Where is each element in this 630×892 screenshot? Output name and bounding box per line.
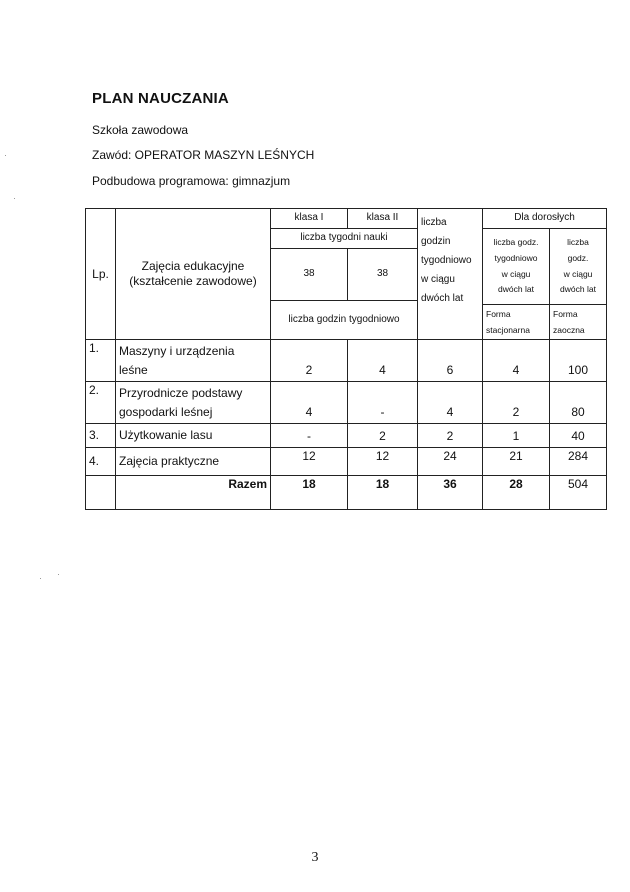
scan-speck: [5, 155, 6, 156]
row-subject: [116, 340, 271, 382]
adults-header: Dla dorosłych: [483, 209, 607, 229]
adults-stac-line1: liczba godz.: [493, 237, 539, 248]
two-year-line2: godzin: [421, 236, 451, 247]
adults-stac-line3: w ciągu: [501, 268, 531, 279]
program-basis: Podbudowa programowa: gimnazjum: [92, 174, 291, 188]
weeks-label: liczba tygodni nauki: [271, 229, 418, 249]
adults-zaoc-line2: godz.: [567, 252, 589, 263]
row-subject-line1: Przyrodnicze podstawy: [119, 385, 243, 400]
adults-stac-line2: tygodniowo: [494, 252, 538, 263]
row-lp: 3.: [86, 424, 116, 448]
row-subject: Użytkowanie lasu: [116, 424, 271, 448]
row-class2-hours: 4: [348, 340, 418, 382]
page-title: PLAN NAUCZANIA: [92, 90, 229, 107]
total-adults-stationary: 28: [483, 476, 550, 510]
row-class1-hours: 12: [271, 448, 348, 476]
form-extramural-header: [550, 305, 607, 340]
adults-zaoc-line1: liczba: [567, 237, 589, 248]
adults-stationary-hours-header: [483, 229, 550, 305]
two-year-line1: liczba: [421, 217, 447, 228]
curriculum-table: [85, 208, 607, 510]
row-two-year-hours: 24: [418, 448, 483, 476]
row-subject-line1: Maszyny i urządzenia: [119, 343, 235, 358]
hours-weekly-label: liczba godzin tygodniowo: [271, 301, 418, 340]
row-class2-hours: 12: [348, 448, 418, 476]
total-two-year: 36: [418, 476, 483, 510]
adults-zaoc-line3: w ciągu: [563, 268, 593, 279]
total-class1: 18: [271, 476, 348, 510]
form-stationary-header: [483, 305, 550, 340]
col-lp-header: Lp.: [86, 209, 116, 340]
form-zaoc-line1: Forma: [553, 309, 578, 319]
row-subject-line2: leśne: [119, 362, 148, 377]
weeks-class2: 38: [348, 249, 418, 301]
row-subject: [116, 382, 271, 424]
row-adults-stationary: 21: [483, 448, 550, 476]
row-adults-extramural: 40: [550, 424, 607, 448]
row-adults-stationary: 2: [483, 382, 550, 424]
table-row: [86, 340, 607, 382]
scan-speck: [58, 574, 59, 575]
row-lp: 1.: [86, 340, 116, 382]
row-adults-extramural: 284: [550, 448, 607, 476]
header-row: [86, 209, 607, 229]
total-row: [86, 476, 607, 510]
row-class1-hours: 4: [271, 382, 348, 424]
two-year-line4: w ciągu: [421, 274, 455, 285]
form-stac-line2: stacjonarna: [486, 325, 530, 336]
page-number: 3: [311, 850, 319, 865]
form-stac-line1: Forma: [486, 309, 511, 319]
row-lp: 2.: [86, 382, 116, 424]
row-adults-stationary: 1: [483, 424, 550, 448]
two-year-line3: tygodniowo: [421, 255, 472, 266]
subject-header-line1: Zajęcia edukacyjne: [141, 259, 245, 274]
row-adults-stationary: 4: [483, 340, 550, 382]
total-lp-empty: [86, 476, 116, 510]
total-label: Razem: [116, 476, 271, 510]
two-year-line5: dwóch lat: [421, 293, 464, 304]
row-subject-line2: gospodarki leśnej: [119, 404, 213, 419]
row-adults-extramural: 100: [550, 340, 607, 382]
table-row: [86, 382, 607, 424]
row-class2-hours: 2: [348, 424, 418, 448]
total-adults-extramural: 504: [550, 476, 607, 510]
row-class2-hours: -: [348, 382, 418, 424]
two-year-header: [418, 209, 483, 340]
row-two-year-hours: 6: [418, 340, 483, 382]
col-subject-header: [116, 209, 271, 340]
row-lp: 4.: [86, 448, 116, 476]
subject-header-line2: (kształcenie zawodowe): [129, 274, 257, 289]
class1-header: klasa I: [271, 209, 348, 229]
adults-stac-line4: dwóch lat: [498, 284, 534, 295]
class2-header: klasa II: [348, 209, 418, 229]
scan-speck: [14, 198, 15, 199]
row-two-year-hours: 4: [418, 382, 483, 424]
adults-extramural-hours-header: [550, 229, 607, 305]
row-class1-hours: -: [271, 424, 348, 448]
form-zaoc-line2: zaoczna: [553, 325, 585, 336]
profession: Zawód: OPERATOR MASZYN LEŚNYCH: [92, 148, 315, 162]
table-row: [86, 448, 607, 476]
scan-speck: [40, 578, 41, 579]
table-row: [86, 424, 607, 448]
school-type: Szkoła zawodowa: [92, 123, 189, 137]
total-class2: 18: [348, 476, 418, 510]
row-class1-hours: 2: [271, 340, 348, 382]
row-two-year-hours: 2: [418, 424, 483, 448]
row-adults-extramural: 80: [550, 382, 607, 424]
adults-zaoc-line4: dwóch lat: [560, 284, 596, 295]
row-subject: Zajęcia praktyczne: [116, 448, 271, 476]
weeks-class1: 38: [271, 249, 348, 301]
